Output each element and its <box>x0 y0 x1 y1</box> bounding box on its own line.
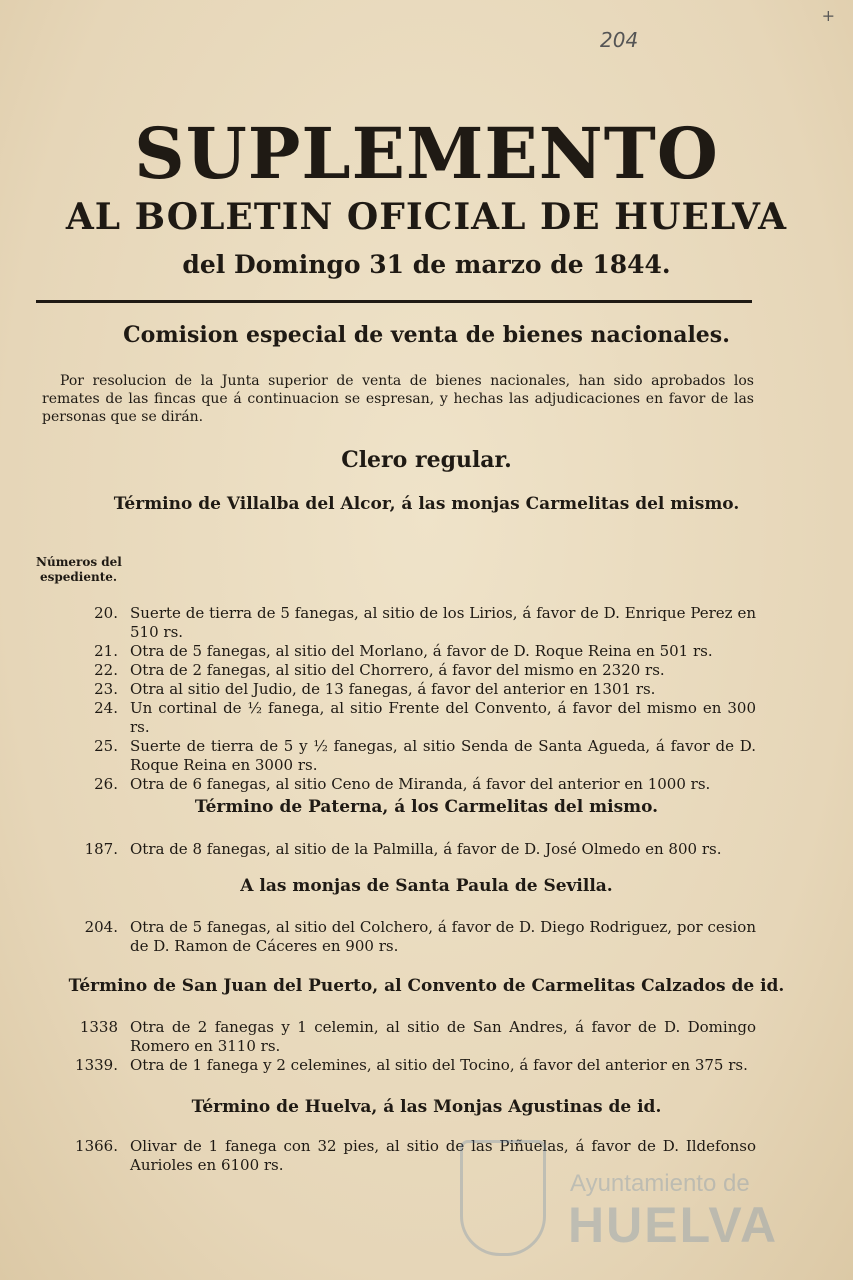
entry-text: Otra de 5 fanegas, al sitio del Colchero, á favor de D. Diego Rodriguez, por cesion de D. Ramon de Cáceres en 900 rs. <box>130 918 756 955</box>
entry-text: Olivar de 1 fanega con 32 pies, al sitio de las Piñuelas, á favor de D. Ildefonso Aurioles en 6100 rs. <box>130 1137 756 1174</box>
section-heading: A las monjas de Santa Paula de Sevilla. <box>240 876 613 896</box>
entry-number: 1339. <box>75 1056 118 1074</box>
entry-text: Otra de 2 fanegas, al sitio del Chorrero, á favor del mismo en 2320 rs. <box>130 661 665 679</box>
entry-text: Otra de 2 fanegas y 1 celemin, al sitio de San Andres, á favor de D. Domingo Romero en 3110 rs. <box>130 1018 756 1055</box>
entry-list <box>36 1018 756 1075</box>
entry-number: 22. <box>94 661 118 679</box>
clero-heading: Clero regular. <box>341 447 512 473</box>
entry-text: Un cortinal de ½ fanega, al sitio Frente del Convento, á favor del mismo en 300 rs. <box>130 699 756 736</box>
list-item <box>36 604 756 642</box>
entry-number: 20. <box>94 604 118 622</box>
intro-paragraph: Por resolucion de la Junta superior de venta de bienes nacionales, han sido aprobados los remates de las fincas que á continuacion se espresan, y hechas las adjudicaciones en favor de las personas que se dirán. <box>42 373 754 425</box>
handwritten-page-number: 204 <box>600 28 639 52</box>
list-item <box>36 918 756 956</box>
entry-list <box>36 918 756 956</box>
list-item <box>36 775 756 794</box>
list-item <box>36 1056 756 1075</box>
entry-text: Otra de 8 fanegas, al sitio de la Palmilla, á favor de D. José Olmedo en 800 rs. <box>130 840 722 858</box>
entry-number: 25. <box>94 737 118 755</box>
entry-text: Otra de 5 fanegas, al sitio del Morlano, á favor de D. Roque Reina en 501 rs. <box>130 642 713 660</box>
column-header-line: Números del <box>36 555 122 569</box>
entry-list <box>36 840 756 859</box>
divider-rule <box>36 300 752 303</box>
entry-list <box>36 604 756 794</box>
list-item <box>36 840 756 859</box>
section-heading: Término de Huelva, á las Monjas Agustinas de id. <box>191 1097 662 1117</box>
entry-text: Suerte de tierra de 5 fanegas, al sitio de los Lirios, á favor de D. Enrique Perez en 510 rs. <box>130 604 756 641</box>
entry-number: 26. <box>94 775 118 793</box>
entry-number: 1366. <box>75 1137 118 1155</box>
watermark-line-1: Ayuntamiento de <box>570 1170 750 1197</box>
entry-number: 23. <box>94 680 118 698</box>
entry-number: 204. <box>84 918 118 936</box>
entry-text: Otra al sitio del Judio, de 13 fanegas, á favor del anterior en 1301 rs. <box>130 680 656 698</box>
entry-text: Suerte de tierra de 5 y ½ fanegas, al sitio Senda de Santa Agueda, á favor de D. Roque Reina en 3000 rs. <box>130 737 756 774</box>
list-item <box>36 661 756 680</box>
document-subtitle: AL BOLETIN OFICIAL DE HUELVA <box>65 196 788 238</box>
column-header-line: espediente. <box>40 570 118 584</box>
entry-number: 187. <box>84 840 118 858</box>
entry-text: Otra de 6 fanegas, al sitio Ceno de Miranda, á favor del anterior en 1000 rs. <box>130 775 711 793</box>
entry-number: 1338 <box>79 1018 118 1036</box>
list-item <box>36 680 756 699</box>
section-heading: Término de Paterna, á los Carmelitas del mismo. <box>194 797 659 817</box>
list-item <box>36 699 756 737</box>
entry-number: 21. <box>94 642 118 660</box>
coat-of-arms-icon <box>460 1140 546 1256</box>
watermark-line-2: HUELVA <box>568 1197 779 1253</box>
entry-number: 24. <box>94 699 118 717</box>
section-heading: Término de San Juan del Puerto, al Convento de Carmelitas Calzados de id. <box>68 976 785 996</box>
corner-mark: + <box>821 6 835 25</box>
section-heading: Término de Villalba del Alcor, á las monjas Carmelitas del mismo. <box>113 494 740 514</box>
commission-heading: Comision especial de venta de bienes nacionales. <box>123 322 730 348</box>
entry-text: Otra de 1 fanega y 2 celemines, al sitio del Tocino, á favor del anterior en 375 rs. <box>130 1056 748 1074</box>
list-item <box>36 737 756 775</box>
document-title: SUPLEMENTO <box>134 112 719 195</box>
dateline: del Domingo 31 de marzo de 1844. <box>182 250 671 279</box>
list-item <box>36 642 756 661</box>
list-item <box>36 1018 756 1056</box>
column-header <box>36 555 136 585</box>
archive-watermark <box>460 1140 800 1260</box>
